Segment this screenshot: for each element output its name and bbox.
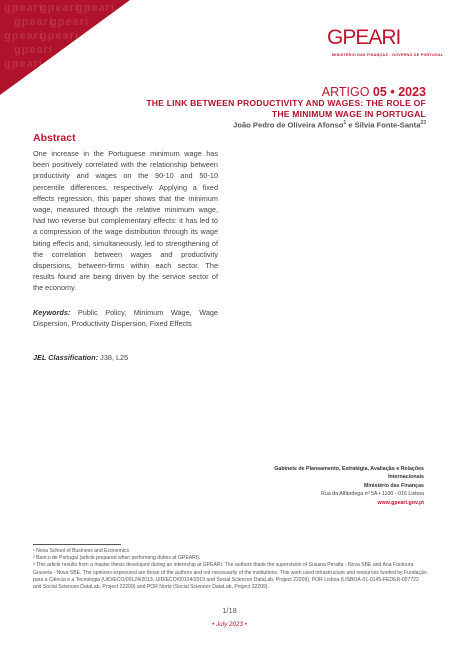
footnote-2: ² Banco de Portugal (article prepared when performing duties at GPEARI).: [33, 555, 201, 562]
keywords: [33, 307, 218, 329]
footnotes: [33, 548, 428, 591]
corner-watermark: gpeari: [4, 58, 44, 70]
footnote-3: ³ This article results from a master thesis developed during an internship at GPEARI. The authors thank the supervision of Susana Peralta - Nova SBE and Ana Fontoura Gouveia - Nova SBE. The opinions expressed are those of the authors and not necessarily of the institutions. This work used infrastructure and resources funded by Fundação para a Ciência e a Tecnologia (UID/ECO/00124/2013, UID/ECO/00124/2019 and Social Sciences DataLab, Project 22209), POR Lisboa (LISBOA-01-0145-FEDER-007722 and Social Sciences DataLab, Project 22209) and POR Norte (Social Sciences DataLab, Project 22209).: [33, 562, 427, 591]
corner-watermark: gpeari: [50, 16, 90, 28]
article-title: THE LINK BETWEEN PRODUCTIVITY AND WAGES: THE ROLE OF THE MINIMUM WAGE IN PORTUGAL: [146, 98, 426, 119]
corner-watermark: gpeari: [4, 30, 44, 42]
jel-label: JEL Classification:: [33, 353, 99, 362]
institution-line-1: Gabinete de Planeamento, Estratégia, Avaliação e Relações: [274, 466, 424, 472]
logo-subtitle: MINISTÉRIO DAS FINANÇAS · GOVERNO DE PORTUGAL: [332, 53, 444, 57]
institution-block: [224, 465, 424, 507]
authors-conjunction: e: [346, 120, 355, 130]
institution-ministry: Ministério das Finanças: [363, 482, 424, 489]
article-num: 05: [372, 85, 387, 99]
corner-watermark: gpeari: [40, 30, 80, 42]
abstract-heading: Abstract: [33, 132, 76, 144]
abstract-body: One increase in the Portuguese minimum wage has been positively correlated with the relationship between productivity and wages on the 90-10 and 50-10 percentile differences, respectively. Applying a fixed effects regression, this paper shows that the minimum wage, measured through the relative minimum wage, had two reverse but complementary effects: it has led to a compression of the wage distribution through its wage biting effects and, simultaneously, led to strengthening of the correlation between wages and productivity dispersions, between-firms within each sector. The results found are being driven by the service sector of the economy.: [33, 149, 218, 293]
corner-watermark: gpeari: [76, 2, 116, 14]
corner-decoration: [0, 0, 130, 95]
author-1: João Pedro de Oliveira Afonso: [233, 120, 344, 130]
author-2-note: 23: [420, 120, 426, 126]
corner-watermark: gpeari: [14, 44, 54, 56]
jel-text: J38, L25: [98, 353, 129, 362]
author-1-note: 1: [343, 120, 347, 126]
corner-watermark: gpeari: [14, 16, 54, 28]
article-label: ARTIGO: [321, 85, 370, 99]
article-bullet: •: [390, 85, 395, 99]
footnote-divider: [33, 544, 121, 545]
logo-text: GPEARI: [327, 26, 401, 49]
institution-url[interactable]: www.gpeari.gov.pt: [377, 499, 424, 506]
authors: [233, 120, 426, 130]
keywords-label: Keywords:: [33, 308, 71, 317]
publication-date: • July 2023 •: [212, 621, 247, 628]
institution-line-2: Internacionais: [388, 474, 424, 481]
article-number: [322, 85, 426, 99]
article-year: 2023: [398, 85, 426, 99]
author-2: Sílvia Fonte-Santa: [354, 120, 421, 130]
corner-watermark: gpeari: [4, 2, 44, 14]
page-number: 1/18: [222, 606, 237, 615]
jel-classification: [33, 353, 128, 362]
keywords-text: Public Policy, Minimum Wage, Wage Dispersion, Productivity Dispersion, Fixed Effects: [33, 308, 218, 329]
gpeari-logo: [327, 26, 444, 62]
footnote-1: ¹ Nova School of Business and Economics.: [33, 548, 131, 554]
corner-watermark: gpeari: [40, 2, 80, 14]
institution-address: Rua da Alfândega nº 5A • 1100 - 016 Lisboa: [321, 491, 424, 498]
